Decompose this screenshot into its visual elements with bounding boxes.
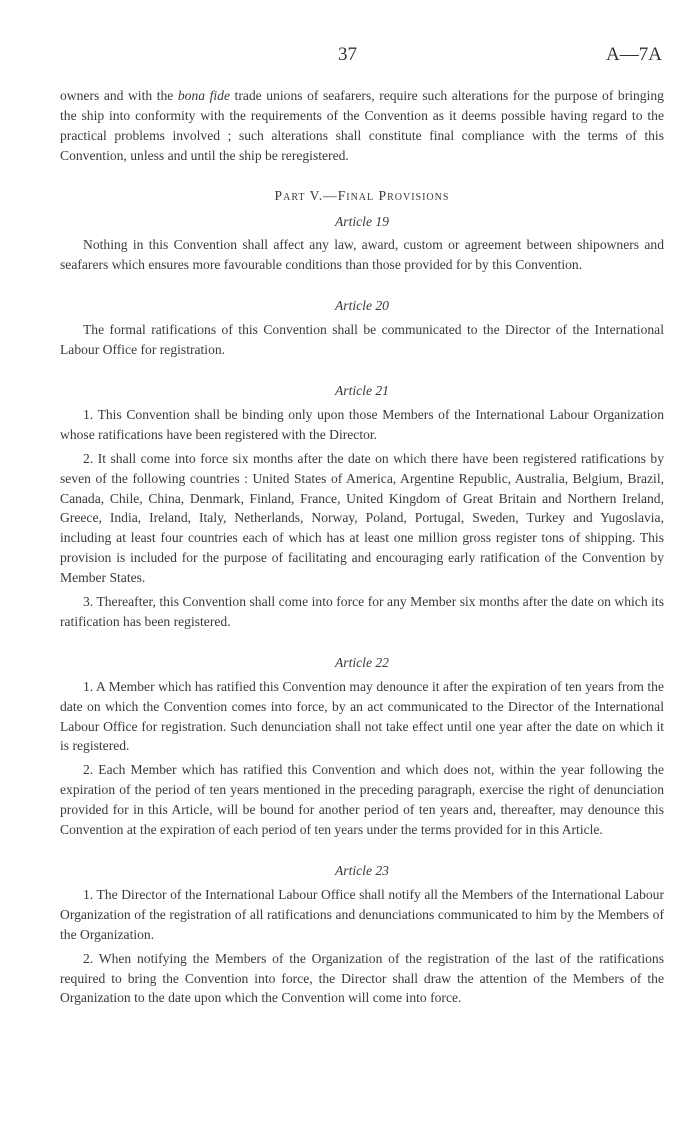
article-21-paragraph-2: 2. It shall come into force six months after the date on which there have been registered ratifications by seven of the following countries : United States of America, Argentine Republic, Australia, Belgium, Brazil, Canada, Chile, China, Denmark, Finland, France, United Kingdom of Great Britain and Northern Ireland, Greece, India, Ireland, Italy, Netherlands, Norway, Poland, Portugal, Sweden, Turkey and Yugoslavia, including at least four countries each of which has at least one million gross register tons of shipping. This provision is included for the purpose of facilitating and encouraging early ratification of the Convention by Member States. — [60, 450, 664, 586]
article-19-title: Article 19 — [335, 213, 389, 229]
article-23-paragraph-2: 2. When notifying the Members of the Organization of the registration of the last of the ratifications required to bring the Convention into force, the Director shall draw the attention of the Members of the Organization to the date upon which the Convention will come into force. — [60, 950, 664, 1006]
article-20-title: Article 20 — [335, 298, 389, 314]
intro-paragraph — [60, 86, 664, 166]
article-21-title: Article 21 — [335, 382, 389, 398]
document-code: A—7A — [606, 44, 662, 65]
part-heading: Part V.—Final Provisions — [274, 187, 450, 203]
article-23-title: Article 23 — [335, 863, 389, 878]
article-19-paragraph-1: Nothing in this Convention shall affect any law, award, custom or agreement between shipowners and seafarers which ensures more favourable conditions than those provided for by this Convention. — [60, 237, 664, 273]
article-23-paragraph-1: 1. The Director of the International Labour Office shall notify all the Members of the International Labour Organization of the registration of all ratifications and denunciations communicated to him by the Members of the Organization. — [60, 886, 664, 942]
intro-text-start: owners and with the — [60, 88, 178, 103]
article-22-paragraph-1: 1. A Member which has ratified this Convention may denounce it after the expiration of ten years from the date on which the Convention comes into force, by an act communicated to the Director of the International Labour Office for registration. Such denunciation shall not take effect until one year after the date on which it is registered. — [60, 678, 664, 754]
intro-text-end: trade unions of seafarers, require such alterations for the purpose of bringing the ship into conformity with the requirements of the Convention as it deems possible having regard to the practical problems involved ; such alterations shall constitute final compliance with the terms of this Convention, unless and until the ship be reregistered. — [60, 88, 664, 163]
document-body — [60, 86, 664, 1008]
article-20-paragraph-1: The formal ratifications of this Convention shall be communicated to the Director of the International Labour Office for registration. — [60, 322, 664, 358]
page-number: 37 — [338, 44, 357, 65]
page-header — [0, 44, 700, 74]
article-21-paragraph-1: 1. This Convention shall be binding only upon those Members of the International Labour Organization whose ratifications have been registered with the Director. — [60, 406, 664, 442]
article-22-paragraph-2: 2. Each Member which has ratified this Convention and which does not, within the year following the expiration of the period of ten years mentioned in the preceding paragraph, exercise the right of denunciation provided for in this Article, will be bound for another period of ten years and, thereafter, may denounce this Convention at the expiration of each period of ten years under the terms provided for in this Article. — [60, 762, 664, 838]
intro-italic: bona fide — [177, 88, 230, 103]
article-21-paragraph-3: 3. Thereafter, this Convention shall come into force for any Member six months after the date on which its ratification has been registered. — [60, 594, 664, 629]
article-22-title: Article 22 — [335, 654, 389, 670]
